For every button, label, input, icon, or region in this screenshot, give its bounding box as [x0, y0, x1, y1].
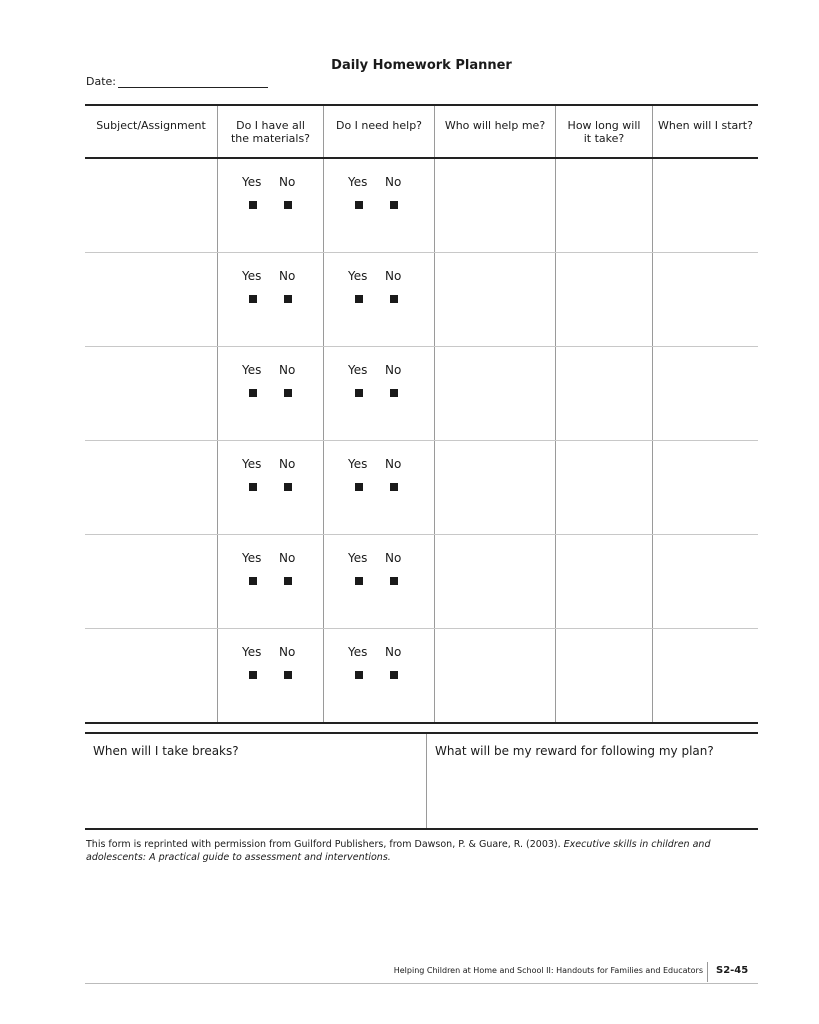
- start-time-cell[interactable]: [652, 159, 758, 252]
- no-label: No: [279, 175, 296, 189]
- materials-cell[interactable]: [217, 535, 323, 628]
- no-checkbox[interactable]: [390, 295, 398, 303]
- date-field: [86, 75, 268, 88]
- no-label: No: [385, 551, 402, 565]
- no-checkbox[interactable]: [390, 577, 398, 585]
- subject-cell[interactable]: [85, 347, 217, 440]
- yes-label: Yes: [348, 551, 368, 565]
- page-title: Daily Homework Planner: [331, 58, 512, 73]
- how-long-cell[interactable]: [555, 629, 652, 722]
- no-label: No: [279, 269, 296, 283]
- header-subject: Subject/Assignment: [96, 119, 206, 132]
- how-long-cell[interactable]: [555, 347, 652, 440]
- need-help-cell[interactable]: [323, 159, 434, 252]
- who-helps-cell[interactable]: [434, 629, 555, 722]
- yes-label: Yes: [348, 175, 368, 189]
- no-checkbox[interactable]: [390, 201, 398, 209]
- yes-checkbox[interactable]: [249, 201, 257, 209]
- who-helps-cell[interactable]: [434, 347, 555, 440]
- no-label: No: [279, 457, 296, 471]
- subject-cell[interactable]: [85, 441, 217, 534]
- yes-label: Yes: [242, 269, 262, 283]
- need-help-cell[interactable]: [323, 629, 434, 722]
- no-label: No: [279, 363, 296, 377]
- no-checkbox[interactable]: [284, 577, 292, 585]
- start-time-cell[interactable]: [652, 629, 758, 722]
- who-helps-cell[interactable]: [434, 535, 555, 628]
- yes-checkbox[interactable]: [355, 671, 363, 679]
- yes-checkbox[interactable]: [249, 577, 257, 585]
- header-who-helps: Who will help me?: [434, 106, 555, 157]
- no-label: No: [279, 551, 296, 565]
- no-label: No: [385, 457, 402, 471]
- materials-cell[interactable]: [217, 253, 323, 346]
- footer-separator: [707, 962, 708, 982]
- page-number: S2-45: [716, 965, 749, 976]
- subject-cell[interactable]: [85, 629, 217, 722]
- yes-label: Yes: [242, 551, 262, 565]
- header-materials: Do I have all the materials?: [217, 106, 323, 157]
- footer-rule: [85, 983, 758, 984]
- materials-cell[interactable]: [217, 347, 323, 440]
- need-help-cell[interactable]: [323, 535, 434, 628]
- yes-label: Yes: [348, 363, 368, 377]
- no-label: No: [279, 645, 296, 659]
- need-help-cell[interactable]: [323, 441, 434, 534]
- yes-checkbox[interactable]: [249, 389, 257, 397]
- yes-checkbox[interactable]: [249, 671, 257, 679]
- yes-label: Yes: [242, 645, 262, 659]
- no-label: No: [385, 363, 402, 377]
- permission-credit: This form is reprinted with permission from Guilford Publishers, from Dawson, P. & Guare, R. (2003). Executive skills in children and adolescents: A practical guide to assessment and interventions.: [86, 839, 711, 863]
- yes-label: Yes: [242, 175, 262, 189]
- yes-checkbox[interactable]: [249, 483, 257, 491]
- date-blank-line[interactable]: [118, 76, 268, 88]
- yes-checkbox[interactable]: [355, 577, 363, 585]
- start-time-cell[interactable]: [652, 441, 758, 534]
- start-time-cell[interactable]: [652, 347, 758, 440]
- need-help-cell[interactable]: [323, 253, 434, 346]
- reward-box[interactable]: [427, 734, 758, 828]
- planner-rows: [85, 159, 758, 724]
- how-long-cell[interactable]: [555, 253, 652, 346]
- reward-label: What will be my reward for following my plan?: [435, 744, 714, 758]
- yes-label: Yes: [348, 457, 368, 471]
- header-need-help: Do I need help?: [323, 106, 434, 157]
- who-helps-cell[interactable]: [434, 253, 555, 346]
- yes-label: Yes: [348, 645, 368, 659]
- table-row: [85, 629, 758, 722]
- no-checkbox[interactable]: [284, 389, 292, 397]
- how-long-cell[interactable]: [555, 535, 652, 628]
- subject-cell[interactable]: [85, 253, 217, 346]
- header-how-long: How long will it take?: [555, 106, 652, 157]
- how-long-cell[interactable]: [555, 441, 652, 534]
- no-label: No: [385, 269, 402, 283]
- materials-cell[interactable]: [217, 159, 323, 252]
- subject-cell[interactable]: [85, 535, 217, 628]
- table-row: [85, 535, 758, 629]
- materials-cell[interactable]: [217, 629, 323, 722]
- yes-label: Yes: [242, 363, 262, 377]
- no-checkbox[interactable]: [390, 671, 398, 679]
- how-long-cell[interactable]: [555, 159, 652, 252]
- start-time-cell[interactable]: [652, 253, 758, 346]
- no-label: No: [385, 175, 402, 189]
- table-row: [85, 159, 758, 253]
- yes-checkbox[interactable]: [355, 295, 363, 303]
- breaks-label: When will I take breaks?: [93, 744, 239, 758]
- yes-label: Yes: [348, 269, 368, 283]
- materials-cell[interactable]: [217, 441, 323, 534]
- planner-table: [85, 104, 758, 724]
- no-checkbox[interactable]: [284, 295, 292, 303]
- no-checkbox[interactable]: [284, 671, 292, 679]
- no-checkbox[interactable]: [390, 483, 398, 491]
- table-row: [85, 347, 758, 441]
- who-helps-cell[interactable]: [434, 441, 555, 534]
- yes-checkbox[interactable]: [355, 201, 363, 209]
- yes-checkbox[interactable]: [249, 295, 257, 303]
- no-checkbox[interactable]: [284, 483, 292, 491]
- table-row: [85, 253, 758, 347]
- no-checkbox[interactable]: [390, 389, 398, 397]
- breaks-box[interactable]: [85, 734, 427, 828]
- header-row: [85, 106, 758, 157]
- need-help-cell[interactable]: [323, 347, 434, 440]
- subject-cell[interactable]: [85, 159, 217, 252]
- yes-checkbox[interactable]: [355, 483, 363, 491]
- breaks-reward-section: [85, 732, 758, 830]
- footer-book-title: Helping Children at Home and School II: Handouts for Families and Educators: [393, 966, 703, 975]
- table-row: [85, 441, 758, 535]
- table-bottom-rule: [85, 722, 758, 724]
- header-start-time: When will I start?: [652, 106, 758, 157]
- no-checkbox[interactable]: [284, 201, 292, 209]
- start-time-cell[interactable]: [652, 535, 758, 628]
- yes-label: Yes: [242, 457, 262, 471]
- no-label: No: [385, 645, 402, 659]
- date-label: Date:: [86, 75, 116, 88]
- who-helps-cell[interactable]: [434, 159, 555, 252]
- yes-checkbox[interactable]: [355, 389, 363, 397]
